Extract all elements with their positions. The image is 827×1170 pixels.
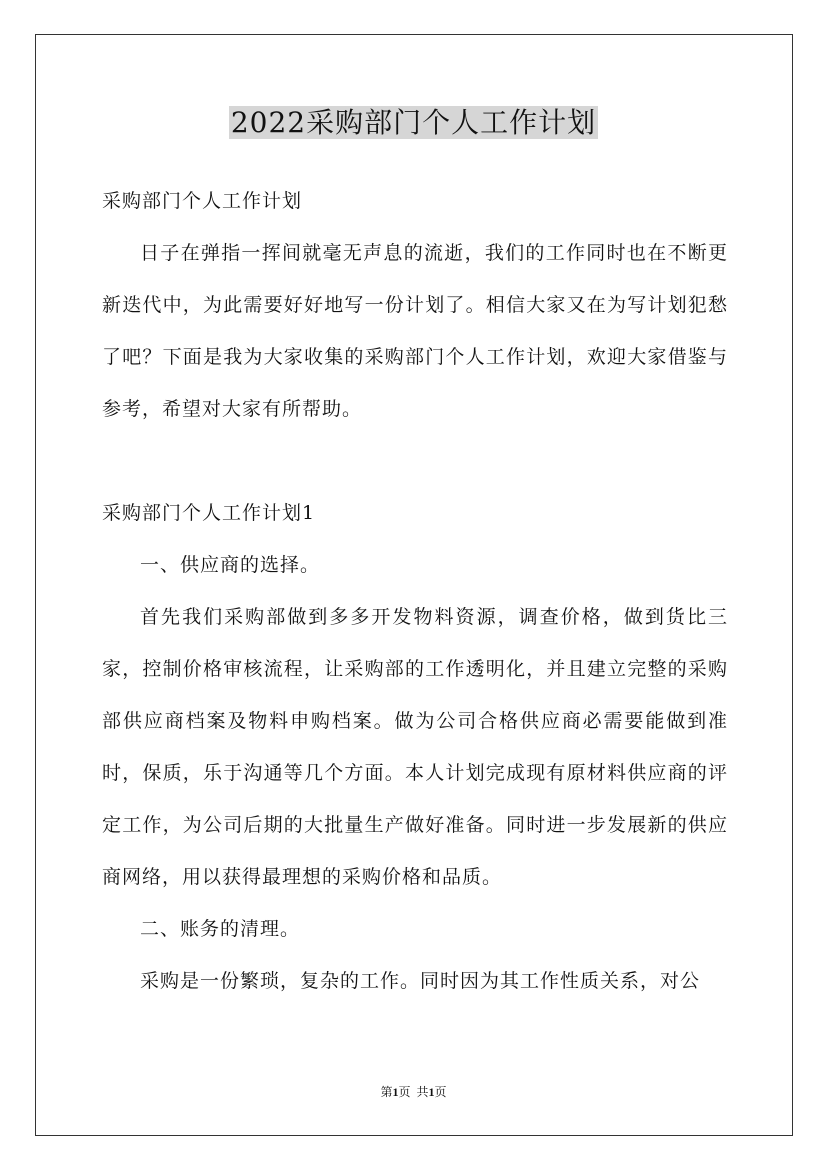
item2-heading: 二、账务的清理。 [140,918,301,940]
page-suffix: 页 [398,1085,411,1099]
page-number: 1 [392,1085,399,1099]
document-title [0,104,827,142]
intro-paragraph: 日子在弹指一挥间就毫无声息的流逝，我们的工作同时也在不断更新迭代中，为此需要好好地写一份计划了。相信大家又在为写计划犯愁了吧？下面是我为大家收集的采购部门个人工作计划，欢迎大家借鉴与参考，希望对大家有所帮助。 [102,242,728,420]
total-prefix: 共 [416,1085,429,1099]
document-body [102,175,728,1007]
paragraph-gap [102,435,728,487]
document-title-text: 2022采购部门个人工作计划 [230,106,597,139]
item1-paragraph: 首先我们采购部做到多多开发物料资源，调查价格，做到货比三家，控制价格审核流程，让采购部的工作透明化，并且建立完整的采购部供应商档案及物料申购档案。做为公司合格供应商必需要能做到准时，保质，乐于沟通等几个方面。本人计划完成现有原材料供应商的评定工作，为公司后期的大批量生产做好准备。同时进一步发展新的供应商网络，用以获得最理想的采购价格和品质。 [102,606,728,888]
item1-heading: 一、供应商的选择。 [140,554,321,576]
total-suffix: 页 [434,1085,447,1099]
total-pages: 1 [428,1085,435,1099]
document-subtitle: 采购部门个人工作计划 [102,190,303,212]
section-heading: 采购部门个人工作计划1 [102,502,316,524]
item2-paragraph: 采购是一份繁琐，复杂的工作。同时因为其工作性质关系，对公 [140,970,701,992]
page-footer [0,1084,827,1100]
page-prefix: 第 [380,1085,393,1099]
